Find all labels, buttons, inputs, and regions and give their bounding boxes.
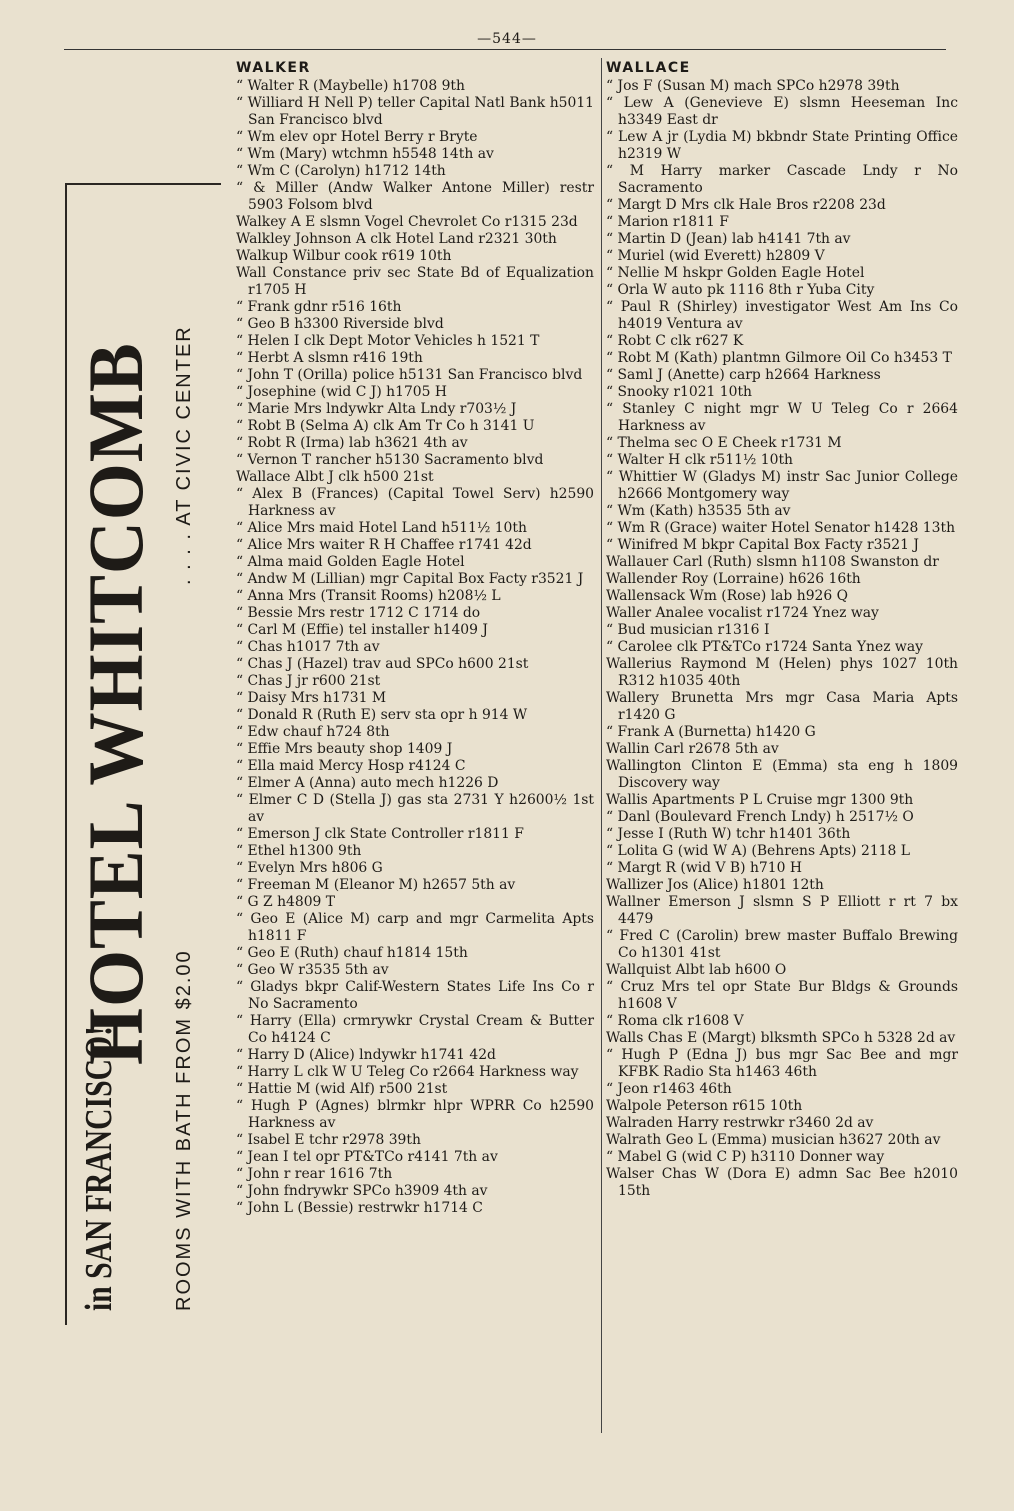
directory-entry: Wallender Roy (Lorraine) h626 16th [606, 571, 861, 587]
directory-entry: “ John r rear 1616 7th [236, 1166, 393, 1182]
directory-entry: Walser Chas W (Dora E) admn Sac Bee h2010 15th [606, 1166, 958, 1199]
directory-entry: “ Stanley C night mgr W U Teleg Co r 2664 Harkness av [606, 401, 958, 434]
directory-entry: “ Edw chauf h724 8th [236, 724, 390, 740]
directory-entry: “ Jesse I (Ruth W) tchr h1401 36th [606, 826, 851, 842]
directory-entry: “ Paul R (Shirley) investigator West Am Ins Co h4019 Ventura av [606, 299, 958, 332]
directory-entry: “ Evelyn Mrs h806 G [236, 860, 383, 876]
directory-entry: “ Margt R (wid V B) h710 H [606, 860, 802, 876]
directory-entry: “ Bessie Mrs restr 1712 C 1714 do [236, 605, 481, 621]
directory-entry: “ Hugh P (Edna J) bus mgr Sac Bee and mgr KFBK Radio Sta h1463 46th [606, 1047, 958, 1080]
directory-entry: “ Geo E (Alice M) carp and mgr Carmelita Apts h1811 F [236, 911, 594, 944]
directory-entry: “ Elmer A (Anna) auto mech h1226 D [236, 775, 499, 791]
directory-entry: Wallin Carl r2678 5th av [606, 741, 779, 757]
directory-entry: “ Alice Mrs waiter R H Chaffee r1741 42d [236, 537, 532, 553]
directory-entry: Walkey A E slsmn Vogel Chevrolet Co r1315 23d [236, 214, 578, 230]
directory-entry: Wallauer Carl (Ruth) slsmn h1108 Swanston dr [606, 554, 939, 570]
directory-entry: “ Wm C (Carolyn) h1712 14th [236, 163, 446, 179]
ad-location: . . . . AT CIVIC CENTER [173, 325, 195, 585]
ad-hotel-name: HOTEL WHITCOMB [72, 342, 159, 1065]
directory-entry: “ Chas h1017 7th av [236, 639, 380, 655]
directory-entry: “ Jeon r1463 46th [606, 1081, 732, 1097]
directory-entry: Walkley Johnson A clk Hotel Land r2321 30th [236, 231, 557, 247]
directory-entry: “ Wm (Mary) wtchmn h5548 14th av [236, 146, 494, 162]
top-rule [64, 49, 946, 50]
directory-entry: “ Saml J (Anette) carp h2664 Harkness [606, 367, 881, 383]
directory-entry: “ Lolita G (wid W A) (Behrens Apts) 2118 L [606, 843, 911, 859]
directory-entry: “ Wm R (Grace) waiter Hotel Senator h1428 13th [606, 520, 956, 536]
directory-entry: “ Carl M (Effie) tel installer h1409 J [236, 622, 488, 638]
directory-entry: “ Lew A jr (Lydia M) bkbndr State Printing Office h2319 W [606, 129, 958, 162]
directory-entry: “ Marion r1811 F [606, 214, 729, 230]
ad-rotated-content [67, 185, 221, 1325]
directory-entry: “ Whittier W (Gladys M) instr Sac Junior College h2666 Montgomery way [606, 469, 958, 502]
directory-entry: “ John T (Orilla) police h5131 San Francisco blvd [236, 367, 583, 383]
directory-entry: “ Geo E (Ruth) chauf h1814 15th [236, 945, 468, 961]
directory-entry: “ Carolee clk PT&TCo r1724 Santa Ynez way [606, 639, 923, 655]
directory-entry: “ Robt R (Irma) lab h3621 4th av [236, 435, 468, 451]
directory-entry: “ Chas J jr r600 21st [236, 673, 381, 689]
directory-entry: “ Martin D (Jean) lab h4141 7th av [606, 231, 851, 247]
directory-entry: “ G Z h4809 T [236, 894, 336, 910]
directory-entry: “ Jean I tel opr PT&TCo r4141 7th av [236, 1149, 498, 1165]
directory-entry: Waller Analee vocalist r1724 Ynez way [606, 605, 879, 621]
directory-entry: “ & Miller (Andw Walker Antone Miller) restr 5903 Folsom blvd [236, 180, 594, 213]
directory-entry: “ Harry L clk W U Teleg Co r2664 Harkness way [236, 1064, 579, 1080]
directory-entry: “ Wm elev opr Hotel Berry r Bryte [236, 129, 478, 145]
ad-tagline: in SAN FRANCISCO! [78, 1026, 120, 1311]
directory-entry: “ Marie Mrs lndywkr Alta Lndy r703½ J [236, 401, 517, 417]
right-entries [606, 78, 958, 1200]
directory-entry: “ Geo B h3300 Riverside blvd [236, 316, 444, 332]
directory-entry: Walpole Peterson r615 10th [606, 1098, 803, 1114]
column-header-left: WALKER [236, 60, 311, 76]
directory-entry: Wallner Emerson J slsmn S P Elliott r rt 7 bx 4479 [606, 894, 958, 927]
directory-entry: “ Winifred M bkpr Capital Box Facty r3521 J [606, 537, 919, 553]
directory-entry: “ Frank gdnr r516 16th [236, 299, 402, 315]
directory-entry: “ Chas J (Hazel) trav aud SPCo h600 21st [236, 656, 529, 672]
directory-entry: “ Harry D (Alice) lndywkr h1741 42d [236, 1047, 496, 1063]
directory-entry: Walraden Harry restrwkr r3460 2d av [606, 1115, 874, 1131]
directory-entry: Wallery Brunetta Mrs mgr Casa Maria Apts r1420 G [606, 690, 958, 723]
directory-entry: “ Lew A (Genevieve E) slsmn Heeseman Inc h3349 East dr [606, 95, 958, 128]
directory-entry: “ Ethel h1300 9th [236, 843, 362, 859]
directory-entry: “ John fndrywkr SPCo h3909 4th av [236, 1183, 488, 1199]
left-entries [236, 78, 594, 1217]
directory-entry: Wallis Apartments P L Cruise mgr 1300 9th [606, 792, 914, 808]
directory-entry: “ Gladys bkpr Calif-Western States Life Ins Co r No Sacramento [236, 979, 594, 1012]
directory-entry: Wallington Clinton E (Emma) sta eng h 1809 Discovery way [606, 758, 958, 791]
directory-entry: “ Geo W r3535 5th av [236, 962, 389, 978]
directory-entry: “ Ella maid Mercy Hosp r4124 C [236, 758, 466, 774]
hotel-whitcomb-ad [65, 183, 221, 1325]
directory-entry: “ Bud musician r1316 I [606, 622, 770, 638]
directory-entry: “ Harry (Ella) crmrywkr Crystal Cream & Butter Co h4124 C [236, 1013, 594, 1046]
directory-entry: “ Danl (Boulevard French Lndy) h 2517½ O [606, 809, 914, 825]
directory-entry: Walls Chas E (Margt) blksmth SPCo h 5328 2d av [606, 1030, 956, 1046]
directory-entry: Wallace Albt J clk h500 21st [236, 469, 434, 485]
directory-entry: “ Williard H Nell P) teller Capital Natl Bank h5011 San Francisco blvd [236, 95, 594, 128]
directory-entry: “ Daisy Mrs h1731 M [236, 690, 387, 706]
directory-entry: “ Herbt A slsmn r416 19th [236, 350, 423, 366]
directory-entry: “ Nellie M hskpr Golden Eagle Hotel [606, 265, 865, 281]
directory-entry: Wallizer Jos (Alice) h1801 12th [606, 877, 824, 893]
directory-entry: “ Cruz Mrs tel opr State Bur Bldgs & Grounds h1608 V [606, 979, 958, 1012]
column-header-right: WALLACE [606, 60, 691, 76]
directory-entry: “ Josephine (wid C J) h1705 H [236, 384, 447, 400]
directory-entry: “ Donald R (Ruth E) serv sta opr h 914 W [236, 707, 528, 723]
directory-entry: “ Emerson J clk State Controller r1811 F [236, 826, 524, 842]
directory-entry: “ M Harry marker Cascade Lndy r No Sacramento [606, 163, 958, 196]
directory-entry: “ John L (Bessie) restrwkr h1714 C [236, 1200, 483, 1216]
directory-entry: “ Alma maid Golden Eagle Hotel [236, 554, 465, 570]
directory-entry: “ Effie Mrs beauty shop 1409 J [236, 741, 453, 757]
right-column [606, 60, 958, 1200]
directory-entry: “ Frank A (Burnetta) h1420 G [606, 724, 816, 740]
directory-entry: Walkup Wilbur cook r619 10th [236, 248, 452, 264]
directory-entry: “ Alice Mrs maid Hotel Land h511½ 10th [236, 520, 527, 536]
directory-entry: “ Vernon T rancher h5130 Sacramento blvd [236, 452, 544, 468]
directory-entry: “ Wm (Kath) h3535 5th av [606, 503, 791, 519]
directory-entry: “ Anna Mrs (Transit Rooms) h208½ L [236, 588, 501, 604]
directory-entry: “ Muriel (wid Everett) h2809 V [606, 248, 825, 264]
directory-entry: Wallerius Raymond M (Helen) phys 1027 10th R312 h1035 40th [606, 656, 958, 689]
directory-entry: “ Snooky r1021 10th [606, 384, 752, 400]
directory-entry: “ Freeman M (Eleanor M) h2657 5th av [236, 877, 516, 893]
ad-rooms-price: ROOMS WITH BATH FROM $2.00 [173, 949, 195, 1311]
page-number: —544— [477, 31, 537, 47]
left-column [236, 60, 594, 1217]
directory-entry: “ Thelma sec O E Cheek r1731 M [606, 435, 842, 451]
directory-entry: Walrath Geo L (Emma) musician h3627 20th av [606, 1132, 941, 1148]
directory-entry: “ Elmer C D (Stella J) gas sta 2731 Y h2600½ 1st av [236, 792, 594, 825]
directory-entry: Wallquist Albt lab h600 O [606, 962, 787, 978]
directory-entry: “ Isabel E tchr r2978 39th [236, 1132, 421, 1148]
directory-entry: “ Alex B (Frances) (Capital Towel Serv) h2590 Harkness av [236, 486, 594, 519]
directory-entry: “ Robt B (Selma A) clk Am Tr Co h 3141 U [236, 418, 535, 434]
directory-entry: “ Walter R (Maybelle) h1708 9th [236, 78, 465, 94]
directory-entry: “ Robt M (Kath) plantmn Gilmore Oil Co h3453 T [606, 350, 952, 366]
directory-entry: “ Robt C clk r627 K [606, 333, 744, 349]
directory-entry: “ Mabel G (wid C P) h3110 Donner way [606, 1149, 885, 1165]
directory-entry: “ Jos F (Susan M) mach SPCo h2978 39th [606, 78, 900, 94]
directory-entry: “ Helen I clk Dept Motor Vehicles h 1521 T [236, 333, 540, 349]
directory-entry: “ Hugh P (Agnes) blrmkr hlpr WPRR Co h2590 Harkness av [236, 1098, 594, 1131]
directory-entry: “ Roma clk r1608 V [606, 1013, 744, 1029]
directory-entry: Wall Constance priv sec State Bd of Equalization r1705 H [236, 265, 594, 298]
directory-entry: “ Walter H clk r511½ 10th [606, 452, 793, 468]
directory-entry: “ Orla W auto pk 1116 8th r Yuba City [606, 282, 875, 298]
directory-entry: “ Margt D Mrs clk Hale Bros r2208 23d [606, 197, 886, 213]
directory-entry: “ Fred C (Carolin) brew master Buffalo Brewing Co h1301 41st [606, 928, 958, 961]
directory-entry: Wallensack Wm (Rose) lab h926 Q [606, 588, 849, 604]
directory-entry: “ Andw M (Lillian) mgr Capital Box Facty r3521 J [236, 571, 584, 587]
directory-entry: “ Hattie M (wid Alf) r500 21st [236, 1081, 448, 1097]
column-divider [601, 58, 602, 1433]
